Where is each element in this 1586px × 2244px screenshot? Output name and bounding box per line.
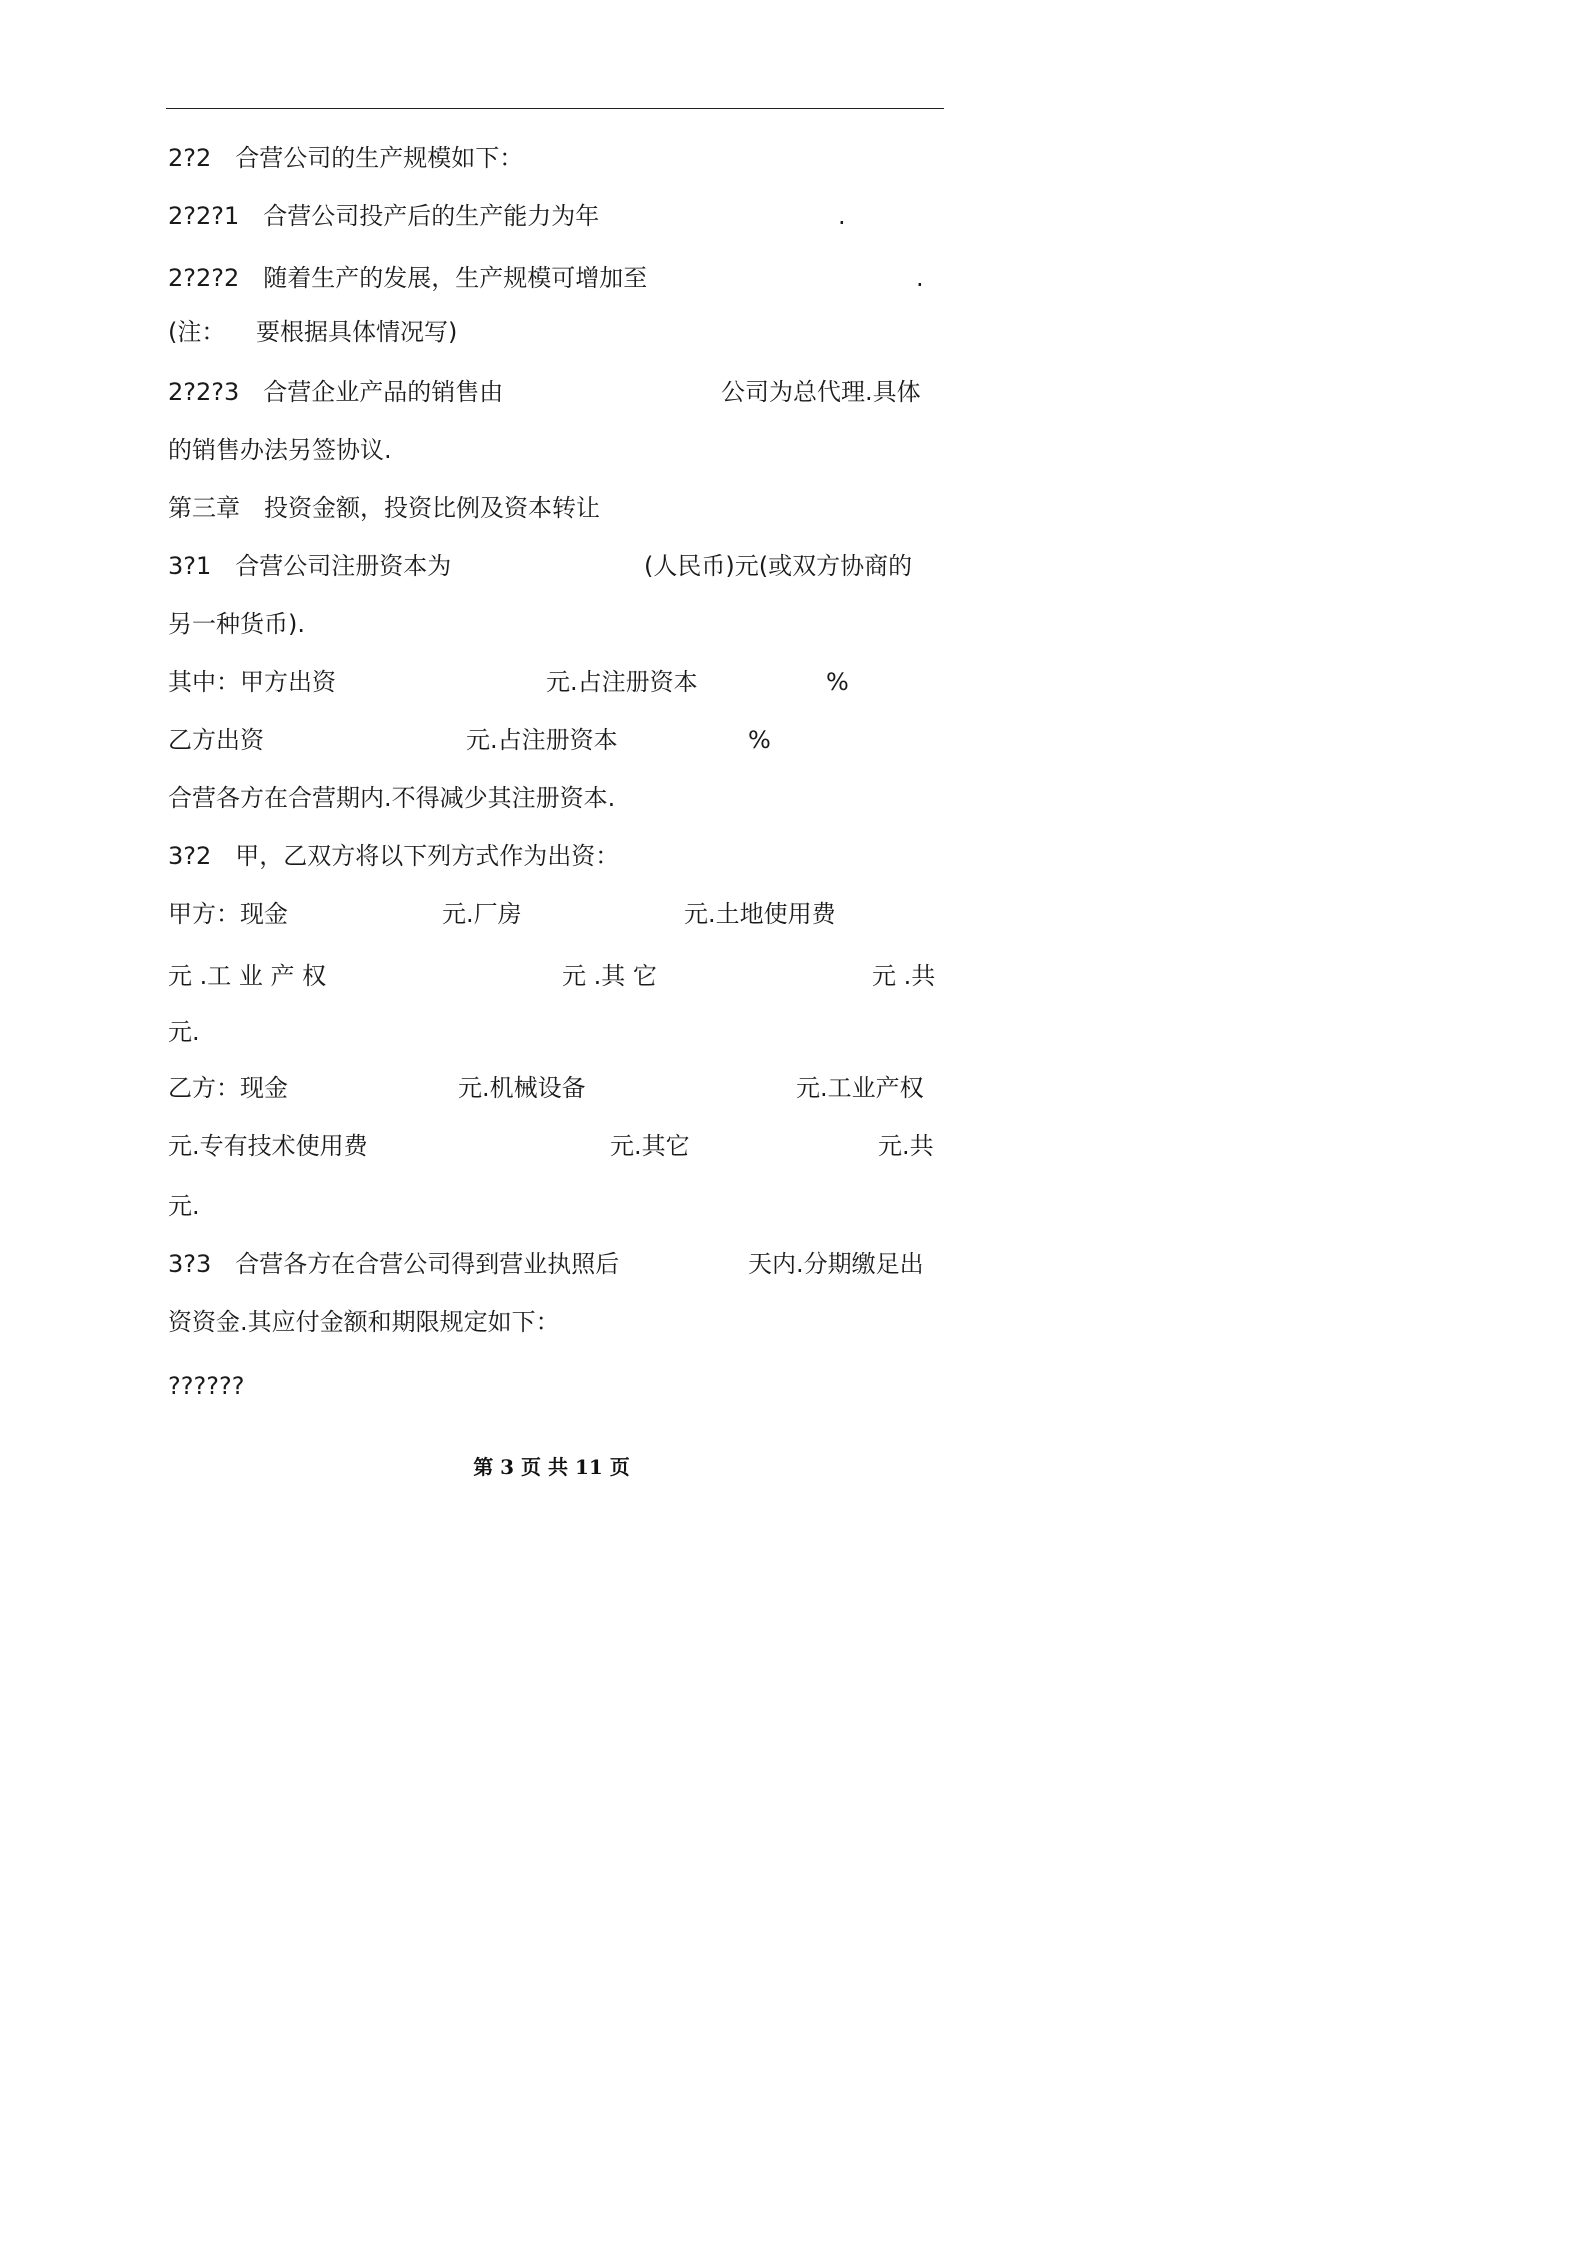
text-segment: 元.: [168, 1192, 200, 1220]
clause-3-3-cont: [168, 1302, 942, 1342]
text-segment: 元 .工 业 产 权: [168, 962, 327, 990]
text-segment: 元.共: [878, 1132, 934, 1160]
clause-3-3: [168, 1244, 942, 1284]
text-segment: 2?2 合营公司的生产规模如下：: [168, 144, 524, 172]
clause-2-2-2: [168, 258, 942, 298]
text-segment: (人民币)元(或双方协商的: [644, 552, 913, 580]
chapter-3-heading: [168, 488, 942, 528]
document-page: [0, 0, 1103, 1559]
text-segment: 2?2?2 随着生产的发展，生产规模可增加至: [168, 264, 648, 292]
text-segment: 3?3 合营各方在合营公司得到营业执照后: [168, 1250, 620, 1278]
text-segment: 元.机械设备: [458, 1074, 586, 1102]
clause-2-2-1: [168, 196, 942, 236]
clause-3-1-cont: [168, 604, 942, 644]
text-segment: 合营各方在合营期内.不得减少其注册资本.: [168, 784, 616, 812]
text-segment: 元 .其 它: [562, 962, 657, 990]
text-segment: 其中：甲方出资: [168, 668, 336, 696]
text-segment: 元.厂房: [442, 900, 522, 928]
placeholder-line: [168, 1366, 942, 1406]
clause-3-2: [168, 836, 942, 876]
party-b-forms-1: [168, 1068, 942, 1108]
text-segment: 元.占注册资本: [546, 668, 698, 696]
text-segment: 2?2?1 合营公司投产后的生产能力为年: [168, 202, 600, 230]
text-segment: 元.: [168, 1018, 200, 1046]
clause-3-1: [168, 546, 942, 586]
text-segment: 要根据具体情况写): [256, 318, 458, 346]
text-segment: 乙方：现金: [168, 1074, 288, 1102]
text-segment: 2?2?3 合营企业产品的销售由: [168, 378, 504, 406]
clause-2-2-3-cont: [168, 430, 942, 470]
party-b-contribution: [168, 720, 942, 760]
party-a-forms-1: [168, 894, 942, 934]
text-segment: 第三章 投资金额，投资比例及资本转让: [168, 494, 600, 522]
text-segment: 乙方出资: [168, 726, 264, 754]
text-segment: 元.占注册资本: [466, 726, 618, 754]
text-segment: 元.专有技术使用费: [168, 1132, 368, 1160]
party-b-forms-2: [168, 1126, 942, 1166]
text-segment: 3?2 甲，乙双方将以下列方式作为出资：: [168, 842, 620, 870]
text-segment: .: [838, 202, 846, 230]
party-a-forms-2: [168, 956, 942, 996]
text-segment: 公司为总代理.具体: [721, 378, 921, 406]
text-segment: ??????: [168, 1372, 245, 1400]
text-segment: 元 .共: [872, 962, 936, 990]
capital-rule: [168, 778, 942, 818]
text-segment: %: [748, 726, 771, 754]
party-a-forms-3: [168, 1012, 942, 1052]
clause-2-2: [168, 138, 942, 178]
text-segment: %: [826, 668, 849, 696]
clause-2-2-3: [168, 372, 942, 412]
text-segment: 的销售办法另签协议.: [168, 436, 392, 464]
text-segment: 另一种货币).: [168, 610, 305, 638]
text-segment: 资资金.其应付金额和期限规定如下：: [168, 1308, 560, 1336]
header-rule: [166, 108, 944, 109]
text-segment: (注：: [168, 318, 226, 346]
text-segment: 天内.分期缴足出: [748, 1250, 924, 1278]
text-segment: .: [916, 264, 924, 292]
text-segment: 元.其它: [610, 1132, 690, 1160]
party-b-forms-3: [168, 1186, 942, 1226]
party-a-contribution: [168, 662, 942, 702]
text-segment: 甲方：现金: [168, 900, 288, 928]
page-number-footer: 第 3 页 共 11 页: [473, 1455, 630, 1479]
note-line: [168, 312, 942, 352]
text-segment: 元.工业产权: [796, 1074, 924, 1102]
text-segment: 3?1 合营公司注册资本为: [168, 552, 452, 580]
text-segment: 元.土地使用费: [684, 900, 836, 928]
